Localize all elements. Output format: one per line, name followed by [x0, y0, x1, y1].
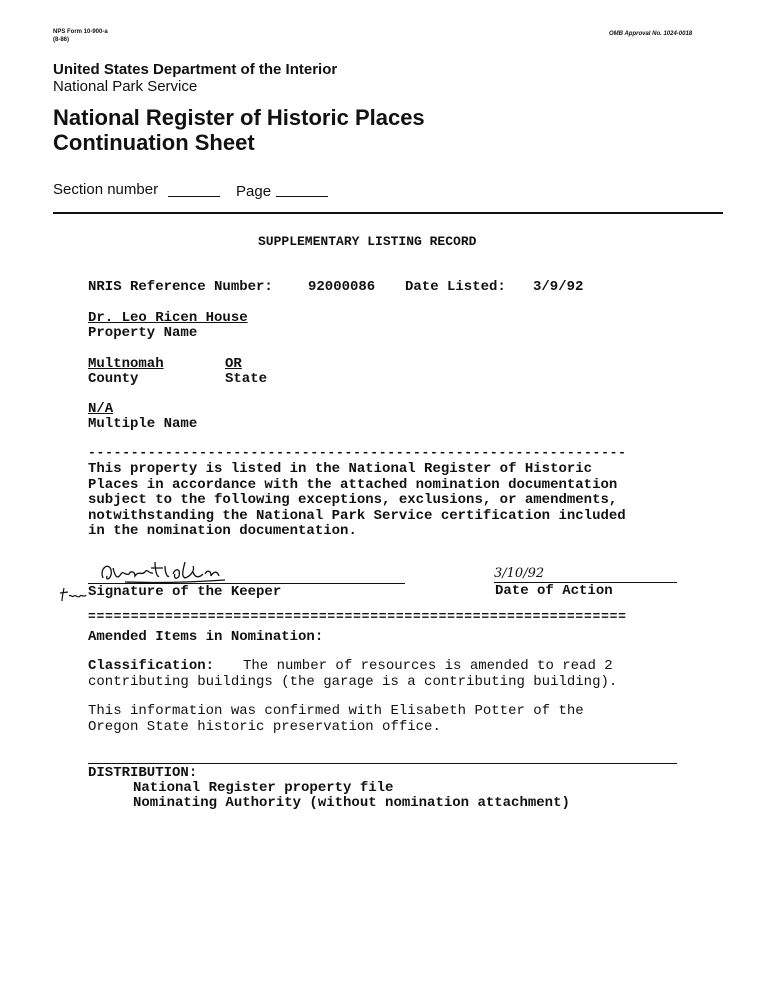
date-listed-label: Date Listed:: [405, 279, 506, 295]
page-blank: [276, 196, 328, 197]
property-name: Dr. Leo Ricen House: [88, 310, 248, 326]
statement-line: Places in accordance with the attached nomination documentation: [88, 476, 618, 493]
keeper-signature-label: Signature of the Keeper: [88, 584, 282, 600]
info-text: This information was confirmed with Elisabeth Potter of the: [88, 703, 584, 719]
for-handwritten-mark: [60, 586, 88, 602]
page-subtitle: Continuation Sheet: [53, 130, 255, 155]
distribution-divider: [88, 763, 677, 764]
statement-line: subject to the following exceptions, exclusions, or amendments,: [88, 492, 618, 508]
service-name: National Park Service: [53, 78, 198, 95]
classification-label: Classification:: [88, 658, 215, 674]
section-number-blank: [168, 196, 220, 197]
nris-value: 92000086: [308, 279, 376, 295]
department-name: United States Department of the Interior: [53, 61, 338, 78]
state-value: OR: [225, 356, 242, 372]
county-value: Multnomah: [88, 356, 164, 372]
listing-statement: [88, 461, 626, 539]
action-date-label: Date of Action: [495, 583, 613, 599]
info-text: Oregon State historic preservation office.: [88, 719, 441, 735]
page-label: Page: [236, 183, 272, 200]
classification-text: The number of resources is amended to read 2: [243, 658, 613, 674]
date-listed-value: 3/9/92: [533, 279, 584, 295]
classification-text: contributing buildings (the garage is a contributing building).: [88, 674, 618, 690]
header-divider: [53, 212, 723, 214]
nris-label: NRIS Reference Number:: [88, 279, 273, 295]
property-name-label: Property Name: [88, 325, 198, 341]
county-label: County: [88, 371, 139, 387]
distribution-item: Nominating Authority (without nomination attachment): [133, 795, 570, 811]
section-number-label: Section number: [53, 181, 159, 198]
distribution-item: National Register property file: [133, 780, 394, 796]
amended-heading: Amended Items in Nomination:: [88, 629, 324, 645]
form-number: NPS Form 10-900-a: [53, 29, 108, 35]
multiple-name-label: Multiple Name: [88, 416, 198, 432]
statement-line: This property is listed in the National Register of Historic: [88, 461, 593, 477]
statement-line: notwithstanding the National Park Service certification included: [88, 507, 626, 524]
equals-separator: ===============================================================: [88, 609, 627, 624]
multiple-name-value: N/A: [88, 401, 114, 417]
record-heading: SUPPLEMENTARY LISTING RECORD: [258, 234, 477, 249]
dash-separator: ---------------------------------------------------------------: [88, 445, 627, 460]
action-date-handwritten: 3/10/92: [494, 566, 545, 581]
omb-approval: OMB Approval No. 1024-0018: [609, 31, 693, 37]
page-title: National Register of Historic Places: [53, 105, 425, 130]
statement-line: in the nomination documentation.: [88, 523, 357, 539]
form-date: (8-86): [53, 37, 70, 43]
distribution-heading: DISTRIBUTION:: [88, 765, 198, 781]
state-label: State: [225, 371, 268, 387]
